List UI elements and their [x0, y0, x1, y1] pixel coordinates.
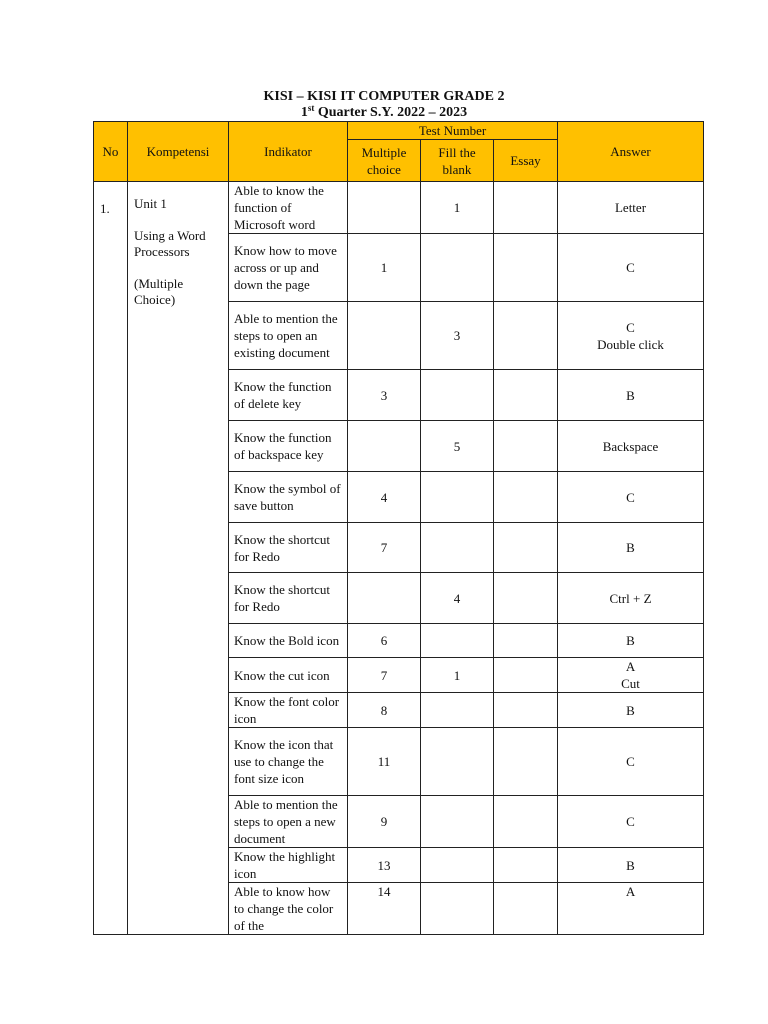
- fill-the-blank-cell: [421, 234, 494, 302]
- essay-cell: [494, 421, 558, 472]
- essay-cell: [494, 624, 558, 658]
- fill-the-blank-cell: [421, 796, 494, 848]
- answer-cell: C: [558, 472, 704, 523]
- fill-the-blank-cell: [421, 693, 494, 728]
- answer-cell: C: [558, 796, 704, 848]
- fill-the-blank-cell: [421, 728, 494, 796]
- answer-value: C: [626, 319, 635, 335]
- multiple-choice-cell: [348, 302, 421, 370]
- answer-value: A: [625, 659, 636, 674]
- multiple-choice-cell: 6: [348, 624, 421, 658]
- fill-the-blank-cell: 3: [421, 302, 494, 370]
- multiple-choice-cell: 4: [348, 472, 421, 523]
- fill-the-blank-cell: [421, 624, 494, 658]
- essay-cell: [494, 796, 558, 848]
- indikator-cell: Able to know the function of Microsoft word: [229, 182, 348, 234]
- header-fill-the-blank: Fill the blank: [421, 140, 494, 182]
- header-essay: Essay: [494, 140, 558, 182]
- answer-cell: B: [558, 693, 704, 728]
- indikator-cell: Know the icon that use to change the font size icon: [229, 728, 348, 796]
- header-no: No: [94, 122, 128, 182]
- kompetensi-cell: [128, 182, 229, 935]
- essay-cell: [494, 658, 558, 693]
- indikator-cell: Know the Bold icon: [229, 624, 348, 658]
- multiple-choice-cell: [348, 421, 421, 472]
- indikator-cell: Able to mention the steps to open a new document: [229, 796, 348, 848]
- essay-cell: [494, 573, 558, 624]
- multiple-choice-cell: [348, 573, 421, 624]
- answer-cell: B: [558, 848, 704, 883]
- indikator-cell: Know the cut icon: [229, 658, 348, 693]
- indikator-cell: Know the function of delete key: [229, 370, 348, 421]
- essay-cell: [494, 728, 558, 796]
- unit-topic: Using a Word Processors: [134, 227, 206, 259]
- multiple-choice-cell: 9: [348, 796, 421, 848]
- essay-cell: [494, 848, 558, 883]
- multiple-choice-cell: 3: [348, 370, 421, 421]
- answer-cell: Backspace: [558, 421, 704, 472]
- answer-cell: C: [558, 234, 704, 302]
- indikator-cell: Know the symbol of save button: [229, 472, 348, 523]
- fill-the-blank-cell: [421, 370, 494, 421]
- indikator-cell: Know the function of backspace key: [229, 421, 348, 472]
- fill-the-blank-cell: 5: [421, 421, 494, 472]
- indikator-cell: Know the highlight icon: [229, 848, 348, 883]
- answer-cell: Ctrl + Z: [558, 573, 704, 624]
- unit-question-type: (Multiple Choice): [134, 275, 184, 307]
- indikator-cell: Know the shortcut for Redo: [229, 573, 348, 624]
- indikator-cell: Know the shortcut for Redo: [229, 523, 348, 573]
- quarter-ordinal: 1: [300, 105, 308, 120]
- fill-the-blank-cell: [421, 472, 494, 523]
- multiple-choice-cell: 7: [348, 658, 421, 693]
- fill-the-blank-cell: [421, 523, 494, 573]
- answer-detail: Cut: [621, 676, 640, 691]
- multiple-choice-cell: 8: [348, 693, 421, 728]
- unit-name: Unit 1: [134, 196, 167, 211]
- row-number: 1.: [94, 182, 128, 935]
- header-multiple-choice: Multiple choice: [348, 140, 421, 182]
- indikator-cell: Know the font color icon: [229, 693, 348, 728]
- fill-the-blank-cell: 4: [421, 573, 494, 624]
- multiple-choice-cell: 11: [348, 728, 421, 796]
- document-subtitle: [0, 104, 768, 121]
- header-kompetensi: Kompetensi: [128, 122, 229, 182]
- indikator-cell: Able to know how to change the color of the: [229, 883, 348, 935]
- fill-the-blank-cell: [421, 848, 494, 883]
- header-test-number: Test Number: [348, 122, 558, 140]
- multiple-choice-cell: [348, 182, 421, 234]
- multiple-choice-cell: 13: [348, 848, 421, 883]
- quarter-ordinal-suffix: st: [307, 103, 315, 113]
- answer-cell: [558, 302, 704, 370]
- multiple-choice-cell: 7: [348, 523, 421, 573]
- essay-cell: [494, 883, 558, 935]
- essay-cell: [494, 472, 558, 523]
- answer-cell: B: [558, 370, 704, 421]
- document-title: KISI – KISI IT COMPUTER GRADE 2: [263, 89, 505, 104]
- fill-the-blank-cell: 1: [421, 658, 494, 693]
- essay-cell: [494, 523, 558, 573]
- essay-cell: [494, 182, 558, 234]
- multiple-choice-cell: 1: [348, 234, 421, 302]
- answer-cell: B: [558, 523, 704, 573]
- kisi-kisi-table: [93, 121, 704, 935]
- answer-cell: B: [558, 624, 704, 658]
- answer-cell: Letter: [558, 182, 704, 234]
- table-body: [94, 182, 704, 935]
- essay-cell: [494, 234, 558, 302]
- multiple-choice-cell: 14: [348, 883, 421, 935]
- indikator-cell: Able to mention the steps to open an existing document: [229, 302, 348, 370]
- indikator-cell: Know how to move across or up and down the page: [229, 234, 348, 302]
- header-indikator: Indikator: [229, 122, 348, 182]
- answer-cell: C: [558, 728, 704, 796]
- table-row: [94, 182, 704, 234]
- fill-the-blank-cell: 1: [421, 182, 494, 234]
- header-answer: Answer: [558, 122, 704, 182]
- answer-cell: [558, 658, 704, 693]
- fill-the-blank-cell: [421, 883, 494, 935]
- essay-cell: [494, 370, 558, 421]
- answer-cell: A: [558, 883, 704, 935]
- quarter-school-year: Quarter S.Y. 2022 – 2023: [314, 105, 468, 120]
- essay-cell: [494, 302, 558, 370]
- essay-cell: [494, 693, 558, 728]
- answer-detail: Double click: [597, 336, 664, 352]
